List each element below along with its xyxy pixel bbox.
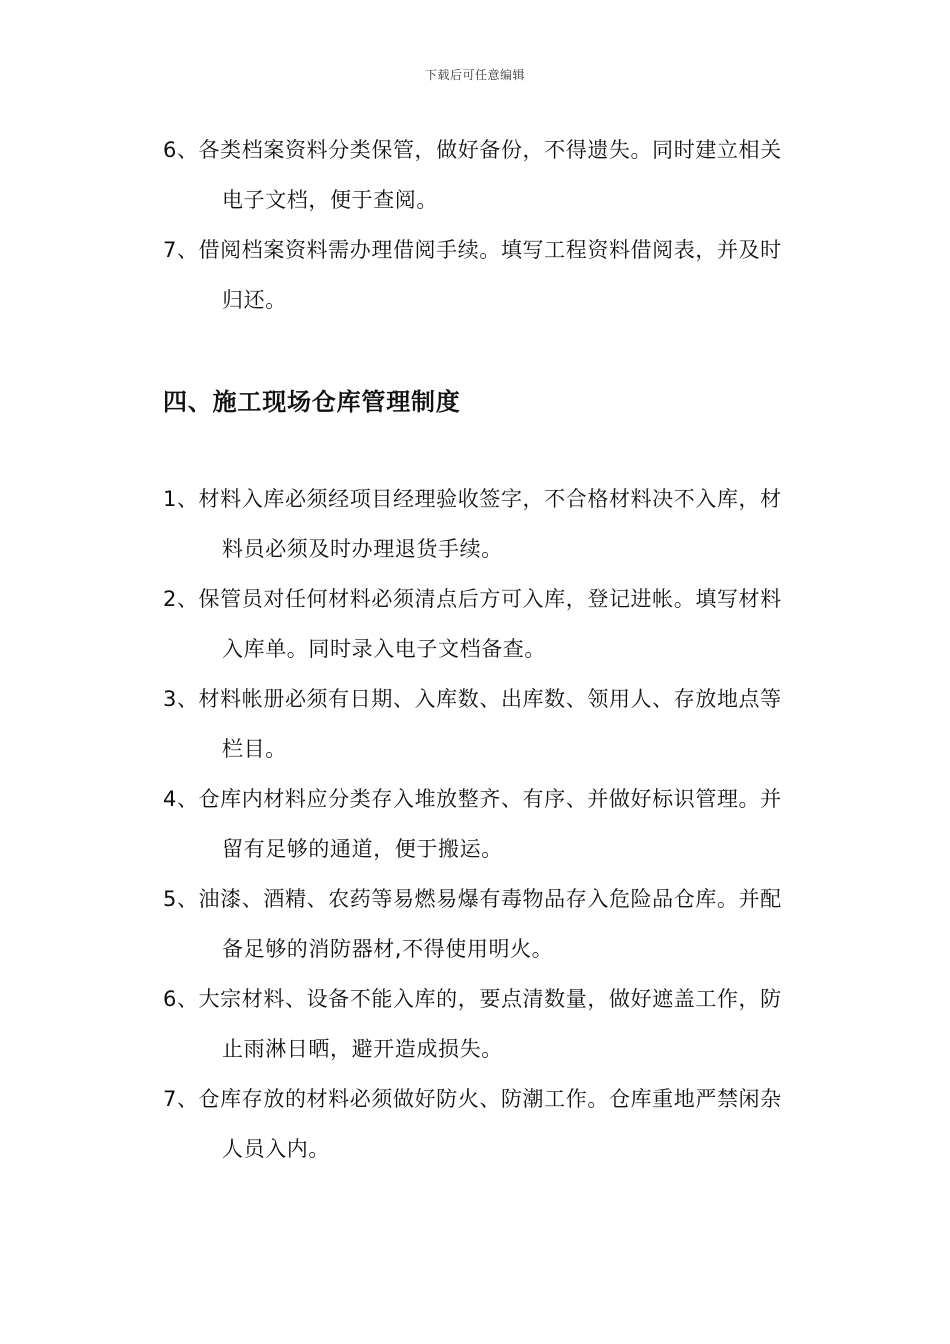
list-item-continuation: 止雨淋日晒，避开造成损失。 — [222, 1037, 503, 1061]
list-item — [163, 974, 813, 1074]
header-note: 下载后可任意编辑 — [424, 68, 525, 82]
rules-list — [163, 474, 813, 1174]
list-item-continuation: 归还。 — [222, 288, 287, 312]
list-item-line: 6、各类档案资料分类保管，做好备份，不得遗失。同时建立相关 — [163, 138, 782, 162]
list-item — [163, 125, 813, 225]
list-item-line: 7、仓库存放的材料必须做好防火、防潮工作。仓库重地严禁闲杂 — [163, 1087, 782, 1111]
list-item-line: 3、材料帐册必须有日期、入库数、出库数、领用人、存放地点等 — [163, 687, 782, 711]
list-item-continuation: 入库单。同时录入电子文档备查。 — [222, 637, 546, 661]
list-item — [163, 874, 813, 974]
list-item-line: 2、保管员对任何材料必须清点后方可入库，登记进帐。填写材料 — [163, 587, 782, 611]
list-item — [163, 1074, 813, 1174]
list-item-continuation: 栏目。 — [222, 737, 287, 761]
list-item — [163, 774, 813, 874]
intro-list — [163, 125, 813, 325]
list-item — [163, 674, 813, 774]
list-item-line: 5、油漆、酒精、农药等易燃易爆有毒物品存入危险品仓库。并配 — [163, 887, 782, 911]
list-item — [163, 225, 813, 325]
list-item-line: 1、材料入库必须经项目经理验收签字，不合格材料决不入库，材 — [163, 487, 782, 511]
list-item — [163, 474, 813, 574]
section-title: 四、施工现场仓库管理制度 — [163, 388, 461, 416]
list-item-continuation: 人员入内。 — [222, 1137, 330, 1161]
list-item — [163, 574, 813, 674]
list-item-line: 6、大宗材料、设备不能入库的，要点清数量，做好遮盖工作，防 — [163, 987, 782, 1011]
list-item-continuation: 留有足够的通道，便于搬运。 — [222, 837, 503, 861]
list-item-continuation: 料员必须及时办理退货手续。 — [222, 537, 503, 561]
list-item-line: 4、仓库内材料应分类存入堆放整齐、有序、并做好标识管理。并 — [163, 787, 782, 811]
list-item-line: 7、借阅档案资料需办理借阅手续。填写工程资料借阅表，并及时 — [163, 238, 782, 262]
list-item-continuation: 电子文档，便于查阅。 — [222, 188, 438, 212]
list-item-continuation: 备足够的消防器材,不得使用明火。 — [222, 937, 554, 961]
